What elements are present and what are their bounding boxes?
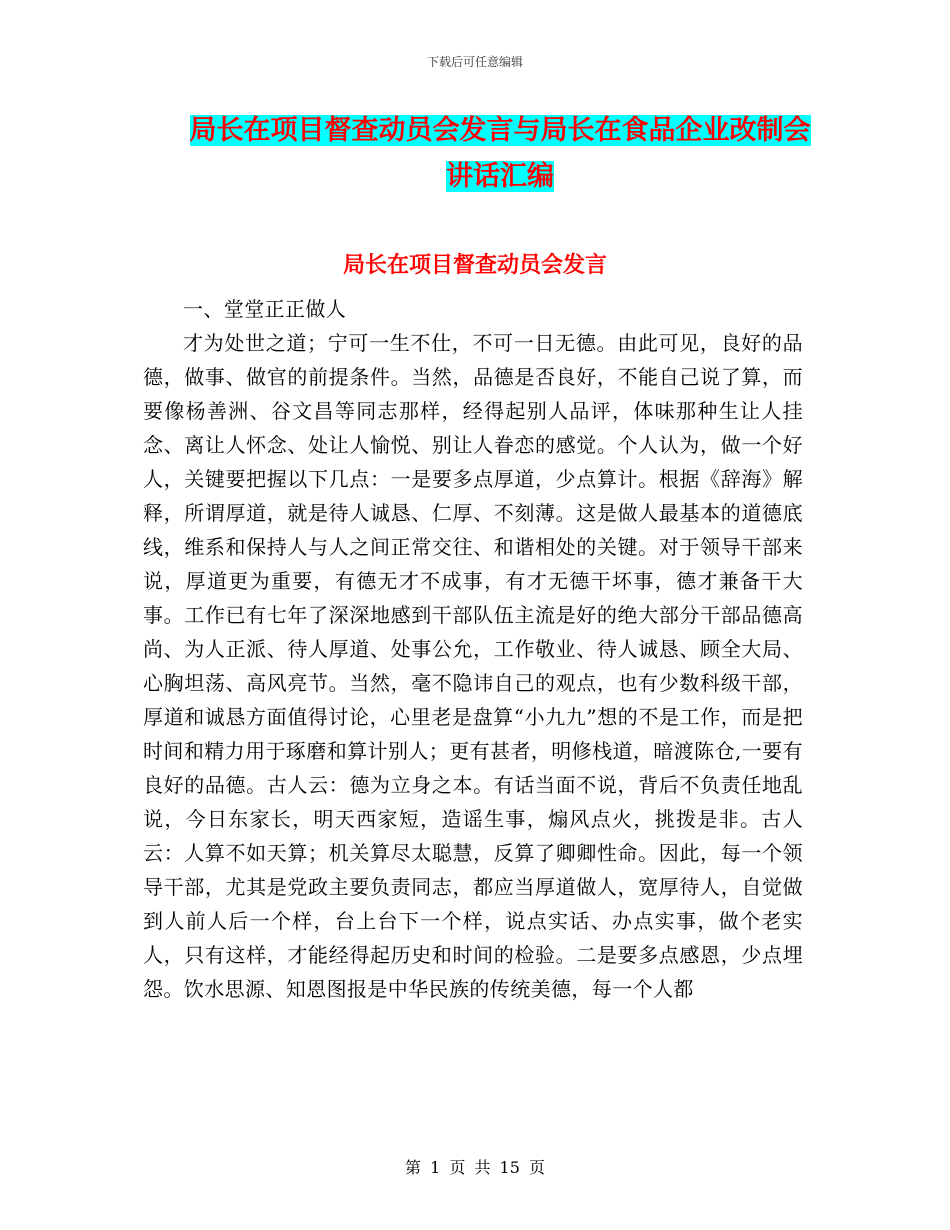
document-title-line2: 讲话汇编 <box>446 161 554 192</box>
body-paragraph: 才为处世之道；宁可一生不仕，不可一日无德。由此可见，良好的品德，做事、做官的前提条件。当然，品德是否良好，不能自己说了算，而要像杨善洲、谷文昌等同志那样，经得起别人品评，体味那种生让人挂念、离让人怀念、处让人愉悦、别让人眷恋的感觉。个人认为，做一个好人，关键要把握以下几点：一是要多点厚道，少点算计。根据《辞海》解释，所谓厚道，就是待人诚恳、仁厚、不刻薄。这是做人最基本的道德底线，维系和保持人与人之间正常交往、和谐相处的关键。对于领导干部来说，厚道更为重要，有德无才不成事，有才无德干坏事，德才兼备干大事。工作已有七年了深深地感到干部队伍主流是好的绝大部分干部品德高尚、为人正派、待人厚道、处事公允，工作敬业、待人诚恳、顾全大局、心胸坦荡、高风亮节。当然，毫不隐讳自己的观点，也有少数科级干部，厚道和诚恳方面值得讨论，心里老是盘算“小九九”想的不是工作，而是把时间和精力用于琢磨和算计别人；更有甚者，明修栈道，暗渡陈仓,一要有良好的品德。古人云：德为立身之本。有话当面不说，背后不负责任地乱说，今日东家长，明天西家短，造谣生事，煽风点火，挑拨是非。古人云：人算不如天算；机关算尽太聪慧，反算了卿卿性命。因此，每一个领导干部，尤其是党政主要负责同志，都应当厚道做人，宽厚待人，自觉做到人前人后一个样，台上台下一个样，说点实话、办点实事，做个老实人，只有这样，才能经得起历史和时间的检验。二是要多点感恩，少点埋怨。饮水思源、知恩图报是中华民族的传统美德，每一个人都 <box>143 331 803 1001</box>
page-footer: 第 1 页 共 15 页 <box>405 1158 545 1177</box>
body-heading: 一、堂堂正正做人 <box>183 297 347 321</box>
document-title-line1: 局长在项目督查动员会发言与局长在食品企业改制会 <box>189 115 811 146</box>
document-title <box>150 108 850 200</box>
header-note: 下载后可任意编辑 <box>426 55 523 69</box>
body-text <box>143 292 803 1006</box>
section-title: 局长在项目督查动员会发言 <box>342 252 607 278</box>
